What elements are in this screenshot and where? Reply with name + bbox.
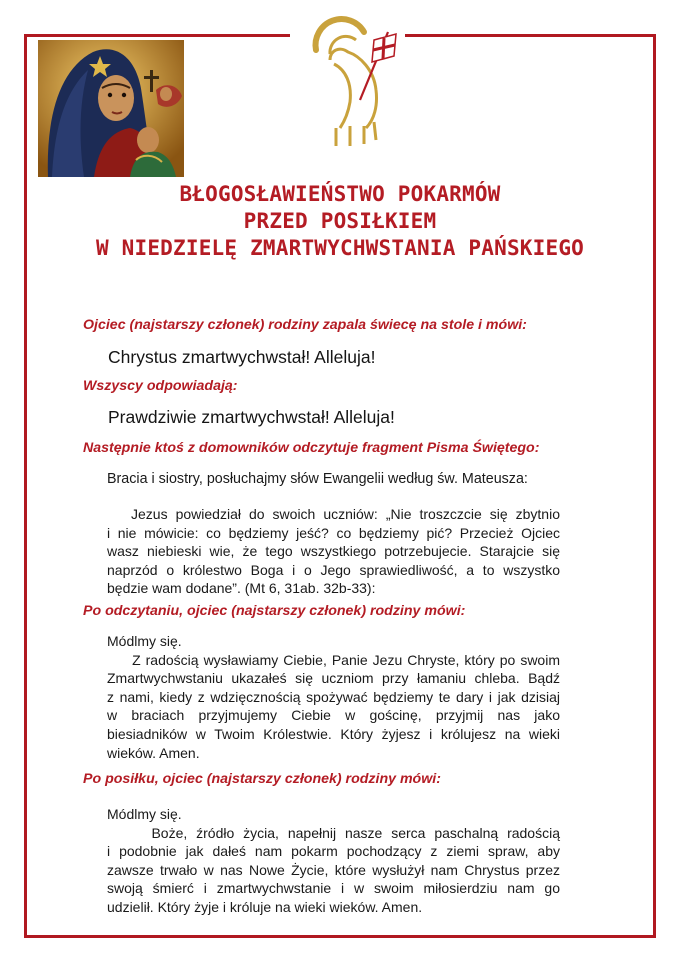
madonna-icon [38,40,184,177]
title-line-3: W NIEDZIELĘ ZMARTWYCHWSTANIA PAŃSKIEGO [95,236,585,260]
prayer-intro: Módlmy się. [107,633,182,649]
prayer-line: swoją śmierć i zmartwychwstanie i w swoim miłosierdziu nam go [107,880,560,897]
rubric-light-candle: Ojciec (najstarszy członek) rodziny zapala świecę na stole i mówi: [83,317,527,333]
prayer-line: wieków. Amen. [107,744,200,761]
prayer-line: zawsze trwało w nas Nowe Życie, które wysłużył nam Chrystus przez [107,861,560,878]
prayer-line: udzielił. Który żyje i króluje na wieki wieków. Amen. [107,898,423,915]
gospel-line: i nie mówicie: co będziemy jeść? co będziemy pić? Przecież Ojciec [107,524,560,541]
gospel-line: Jezus powiedział do swoich uczniów: „Nie troszczcie się zbytnio [107,506,560,522]
prayer-line: biesiadników w Twoim Królestwie. Który żyjesz i królujesz na wieki [107,725,560,742]
title-line-1: BŁOGOSŁAWIEŃSTWO POKARMÓW [179,182,501,206]
prayer-line: Boże, źródło życia, napełnij nasze serca paschalną radością [107,824,560,841]
rubric-all-respond: Wszyscy odpowiadają: [83,378,238,394]
prayer-line: w braciach przyjmujemy Ciebie w gościnę, przyjmij nas jako [107,707,560,724]
paschal-lamb-logo [300,10,400,150]
prayer-after-meal [107,805,560,917]
title-line-2: PRZED POSIŁKIEM [243,209,437,233]
acclamation-truly-risen: Prawdziwie zmartwychwstał! Alleluja! [108,407,395,427]
reading-intro [107,470,560,489]
gospel-line: będzie wam dodane”. (Mt 6, 31ab. 32b-33): [107,580,376,597]
gospel-line: wasz niebieski wie, że tego wszystkiego potrzebujecie. Starajcie się [107,543,560,560]
prayer-line: Z radością wysławiamy Ciebie, Panie Jezu Chryste, który po swoim [107,651,560,668]
prayer-before-meal [107,632,560,762]
reading-intro-text: Bracia i siostry, posłuchajmy słów Ewangelii według św. Mateusza: [107,471,528,487]
rubric-scripture-reading: Następnie ktoś z domowników odczytuje fragment Pisma Świętego: [83,440,540,456]
acclamation-christ-risen: Chrystus zmartwychwstał! Alleluja! [108,347,376,367]
prayer-line: z nami, kiedy z wdzięcznością spożywać będziemy te dary i jak dzisiaj [107,688,560,705]
rubric-after-reading: Po odczytaniu, ojciec (najstarszy członek) rodziny mówi: [83,603,466,619]
gospel-passage [107,505,560,598]
gospel-line: naprzód o królestwo Boga i o Jego sprawiedliwość, a to wszystko [107,561,560,578]
rubric-after-meal: Po posiłku, ojciec (najstarszy członek) rodziny mówi: [83,771,441,787]
prayer-intro: Módlmy się. [107,806,182,822]
prayer-line: i podobnie jak dałeś nam pokarm pochodzący z ziemi spraw, aby [107,843,560,860]
prayer-line: Zmartwychwstaniu ukazałeś się uczniom przy łamaniu chleba. Bądź [107,670,560,687]
